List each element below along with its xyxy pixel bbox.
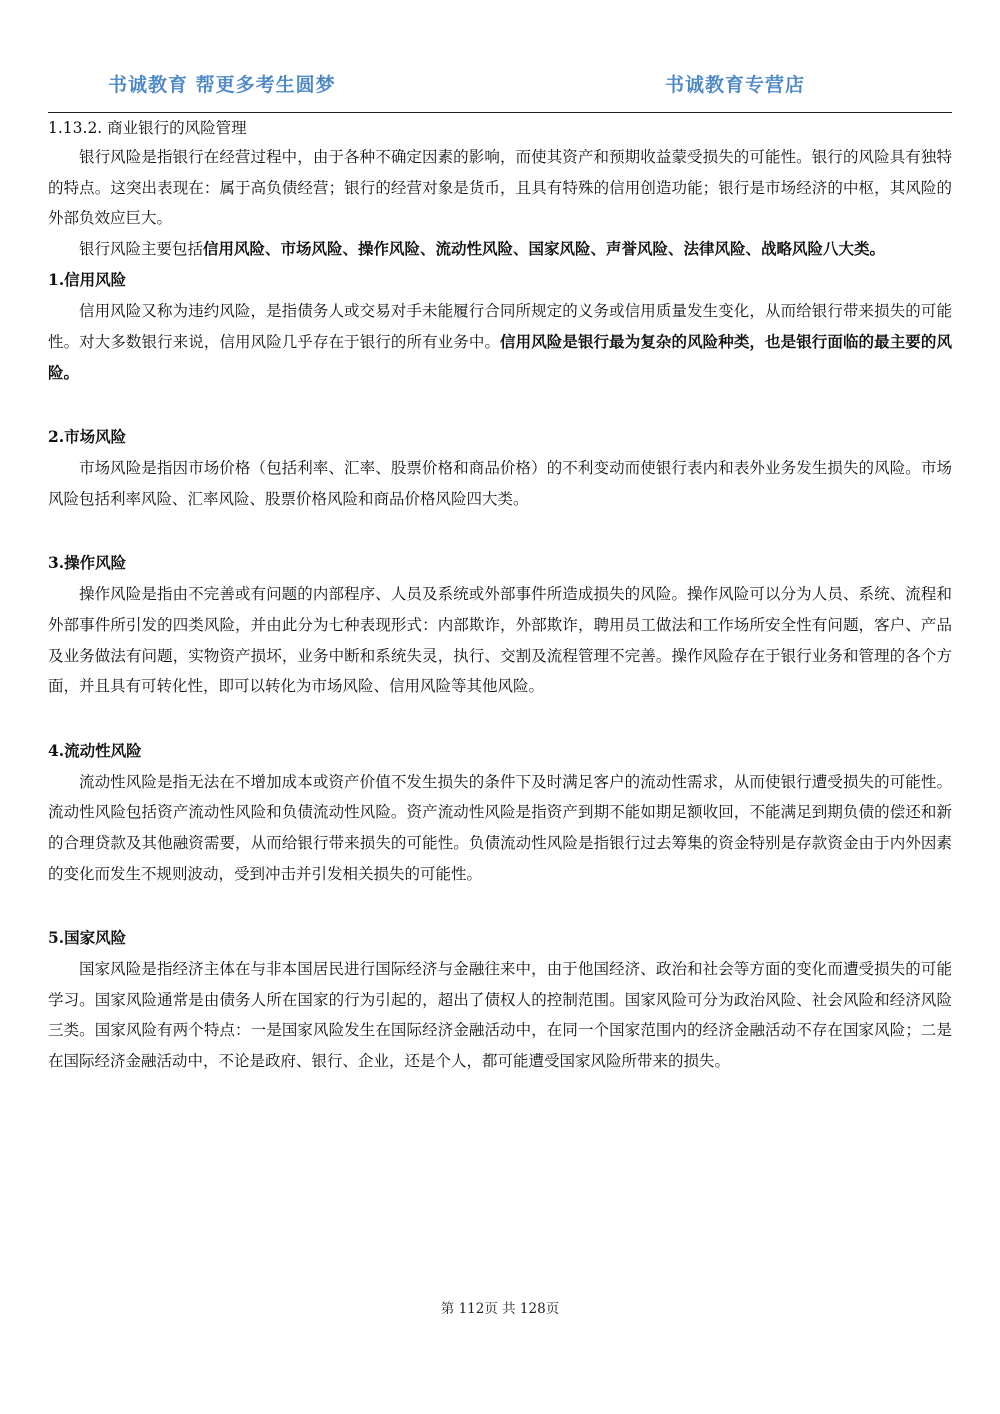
header-store-name: 书诚教育专营店 xyxy=(665,74,806,96)
intro-paragraph-2 xyxy=(48,234,952,265)
credit-risk-paragraph xyxy=(48,296,952,388)
intro-p2-text: 银行风险主要包括 xyxy=(79,239,204,258)
country-risk-paragraph: 国家风险是指经济主体在与非本国居民进行国际经济与金融往来中，由于他国经济、政治和社会等方面的变化而遭受损失的可能学习。国家风险通常是由债务人所在国家的行为引起的，超出了债权人的控制范围。国家风险可分为政治风险、社会风险和经济风险三类。国家风险有两个特点：一是国家风险发生在国际经济金融活动中，在同一个国家范围内的经济金融活动不存在国家风险；二是在国际经济金融活动中，不论是政府、银行、企业，还是个人，都可能遭受国家风险所带来的损失。 xyxy=(48,960,952,1070)
page-footer: 第 112页 共 128页 xyxy=(440,1301,560,1317)
market-risk-paragraph: 市场风险是指因市场价格（包括利率、汇率、股票价格和商品价格）的不利变动而使银行表内和表外业务发生损失的风险。市场风险包括利率风险、汇率风险、股票价格风险和商品价格风险四大类。 xyxy=(48,459,952,508)
heading-credit-risk: 1.信用风险 xyxy=(48,270,127,290)
credit-risk-bold: 信用风险是银行最为复杂的风险种类，也是银行面临的最主要的风险。 xyxy=(48,331,952,382)
liquidity-risk-paragraph: 流动性风险是指无法在不增加成本或资产价值不发生损失的条件下及时满足客户的流动性需求，从而使银行遭受损失的可能性。流动性风险包括资产流动性风险和负债流动性风险。资产流动性风险是指资产到期不能如期足额收回，不能满足到期负债的偿还和新的合理贷款及其他融资需要，从而给银行带来损失的可能性。负债流动性风险是指银行过去筹集的资金特别是存款资金由于内外因素的变化而发生不规则波动，受到冲击并引发相关损失的可能性。 xyxy=(48,772,952,883)
heading-market-risk: 2.市场风险 xyxy=(48,427,127,447)
intro-p2-bold: 信用风险、市场风险、操作风险、流动性风险、国家风险、声誉风险、法律风险、战略风险八大类。 xyxy=(203,238,886,258)
document-body xyxy=(48,114,952,1076)
operational-risk-paragraph: 操作风险是指由不完善或有问题的内部程序、人员及系统或外部事件所造成损失的风险。操作风险可以分为人员、系统、流程和外部事件所引发的四类风险，并由此分为七种表现形式：内部欺诈，外部欺诈，聘用员工做法和工作场所安全性有问题，客户、产品及业务做法有问题，实物资产损坏，业务中断和系统失灵，执行、交割及流程管理不完善。操作风险存在于银行业务和管理的各个方面，并且具有可转化性，即可以转化为市场风险、信用风险等其他风险。 xyxy=(48,585,952,696)
heading-liquidity-risk: 4.流动性风险 xyxy=(48,740,142,760)
heading-operational-risk: 3.操作风险 xyxy=(48,553,127,573)
header-slogan: 书诚教育 帮更多考生圆梦 xyxy=(108,74,336,96)
credit-risk-text: 信用风险又称为违约风险，是指债务人或交易对手未能履行合同所规定的义务或信用质量发生变化，从而给银行带来损失的可能性。对大多数银行来说，信用风险几乎存在于银行的所有业务中。 xyxy=(48,302,952,351)
section-title: 1.13.2. 商业银行的风险管理 xyxy=(48,119,247,137)
header-rule xyxy=(48,112,952,113)
page-header xyxy=(48,70,952,100)
intro-paragraph-1: 银行风险是指银行在经营过程中，由于各种不确定因素的影响，而使其资产和预期收益蒙受损失的可能性。银行的风险具有独特的特点。这突出表现在：属于高负债经营；银行的经营对象是货币，且具有特殊的信用创造功能；银行是市场经济的中枢，其风险的外部负效应巨大。 xyxy=(48,148,952,228)
heading-country-risk: 5.国家风险 xyxy=(48,928,127,948)
